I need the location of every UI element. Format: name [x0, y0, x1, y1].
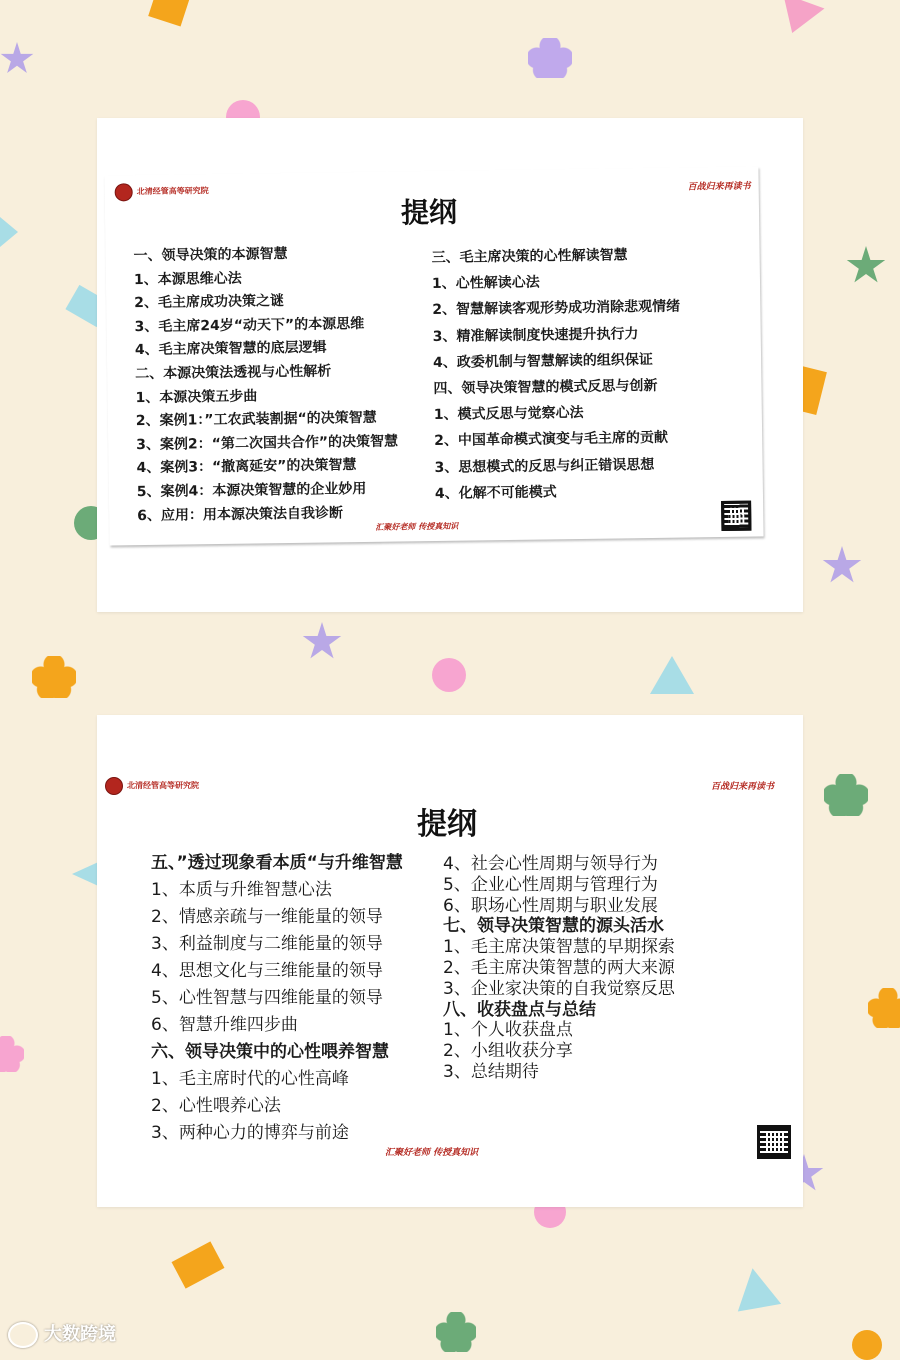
slide-card-2: [97, 715, 803, 1207]
outline-item: 5、案例4：本源决策智慧的企业妙用: [136, 480, 367, 501]
outline-item: 6、智慧升维四步曲: [151, 1015, 298, 1035]
watermark: [8, 1320, 116, 1348]
outline-item: 3、毛主席24岁“动天下”的本源思维: [134, 315, 365, 335]
outline-item: 1、本质与升维智慧心法: [151, 880, 332, 900]
confetti-green-flower-2: [436, 1312, 476, 1352]
confetti-orange-diamond: [148, 0, 190, 27]
outline-item: 2、智慧解读客观形势成功消除悲观情绪: [432, 298, 681, 319]
qr-code: [757, 1125, 791, 1159]
slide-1: [104, 166, 763, 545]
slogan-top: 百战归来再读书: [711, 782, 775, 792]
outline-item: 2、情感亲疏与一维能量的领导: [151, 907, 383, 927]
slide-title: 提纲: [417, 807, 477, 842]
confetti-orange-diamond-3: [172, 1241, 225, 1288]
outline-item: 4、思想文化与三维能量的领导: [151, 961, 383, 981]
outline-item: 3、利益制度与二维能量的领导: [151, 934, 383, 954]
slide-title: 提纲: [400, 195, 458, 230]
outline-item: 3、两种心力的博弈与前途: [151, 1123, 349, 1143]
confetti-green-star: [846, 246, 886, 286]
outline-item: 6、职场心性周期与职业发展: [443, 895, 658, 916]
outline-item: 八、收获盘点与总结: [443, 999, 596, 1020]
outline-item: 2、中国革命模式演变与毛主席的贡献: [434, 430, 669, 450]
institute-logo: [115, 182, 209, 201]
confetti-green-flower: [824, 774, 868, 816]
slogan-bottom: 汇聚好老师 传授真知识: [385, 1148, 479, 1158]
confetti-pink-dot-2: [432, 658, 466, 692]
outline-item: 二、本源决策法透视与心性解析: [135, 363, 332, 383]
outline-item: 2、小组收获分享: [443, 1041, 573, 1062]
outline-item: 三、毛主席决策的心性解读智慧: [431, 247, 628, 267]
institute-name: 北清经管高等研究院: [127, 781, 199, 790]
outline-item: 4、毛主席决策智慧的底层逻辑: [134, 339, 327, 359]
confetti-pink-triangle: [772, 0, 825, 40]
confetti-lavender-flower: [528, 38, 572, 78]
institute-name: 北清经管高等研究院: [136, 186, 209, 197]
outline-item: 5、心性智慧与四维能量的领导: [151, 988, 383, 1008]
outline-item: 2、案例1：”工农武装割据“的决策智慧: [135, 409, 377, 430]
outline-item: 6、应用：用本源决策法自我诊断: [137, 504, 344, 524]
outline-item: 4、化解不可能模式: [434, 484, 557, 502]
outline-item: 1、心性解读心法: [431, 274, 540, 293]
slide-2: [97, 715, 803, 1207]
outline-item: 1、个人收获盘点: [443, 1020, 573, 1041]
slogan-top: 百战归来再读书: [687, 181, 751, 193]
confetti-teal-triangle-4: [731, 1264, 781, 1311]
confetti-orange-dot: [852, 1330, 882, 1360]
outline-item: 4、案例3：“撤离延安”的决策智慧: [136, 457, 357, 477]
institute-seal-icon: [105, 777, 123, 795]
outline-item: 3、精准解读制度快速提升执行力: [432, 325, 639, 345]
watermark-logo-icon: [8, 1322, 38, 1348]
confetti-orange-flower: [32, 656, 76, 698]
confetti-lavender-star: [0, 42, 34, 76]
outline-item: 一、领导决策的本源智慧: [133, 246, 288, 265]
confetti-lavender-star-3: [302, 622, 342, 662]
outline-item: 3、总结期待: [443, 1062, 539, 1082]
confetti-pink-flower: [0, 1036, 24, 1072]
outline-item: 4、社会心性周期与领导行为: [443, 854, 658, 874]
outline-item: 3、案例2：“第二次国共合作”的决策智慧: [136, 433, 399, 453]
outline-item: 5、企业心性周期与管理行为: [443, 874, 658, 895]
outline-item: 3、企业家决策的自我觉察反思: [443, 978, 675, 999]
outline-item: 六、领导决策中的心性喂养智慧: [151, 1042, 389, 1062]
outline-item: 七、领导决策智慧的源头活水: [443, 916, 664, 937]
confetti-teal-triangle-2: [650, 656, 694, 694]
outline-item: 五、”透过现象看本质“与升维智慧: [151, 853, 403, 873]
outline-item: 1、模式反思与觉察心法: [433, 405, 584, 424]
outline-item: 1、毛主席决策智慧的早期探索: [443, 937, 675, 958]
confetti-orange-flower-2: [868, 988, 900, 1028]
institute-seal-icon: [115, 183, 133, 201]
watermark-text: 大数跨境: [44, 1324, 116, 1345]
outline-item: 2、毛主席成功决策之谜: [134, 293, 285, 312]
outline-item: 四、领导决策智慧的模式反思与创新: [433, 377, 658, 398]
confetti-lavender-star-2: [822, 546, 862, 586]
slide-card-1: [97, 118, 803, 612]
institute-logo: [105, 777, 199, 795]
qr-code: [721, 501, 751, 531]
outline-item: 3、思想模式的反思与纠正错误思想: [434, 456, 655, 476]
outline-item: 1、毛主席时代的心性高峰: [151, 1069, 349, 1089]
outline-item: 1、本源思维心法: [133, 270, 242, 288]
confetti-teal-triangle: [0, 212, 18, 252]
outline-item: 1、本源决策五步曲: [135, 388, 258, 406]
slogan-bottom: 汇聚好老师 传授真知识: [375, 521, 459, 532]
outline-item: 4、政委机制与智慧解读的组织保证: [432, 351, 653, 371]
outline-item: 2、心性喂养心法: [151, 1096, 281, 1116]
outline-item: 2、毛主席决策智慧的两大来源: [443, 958, 675, 978]
